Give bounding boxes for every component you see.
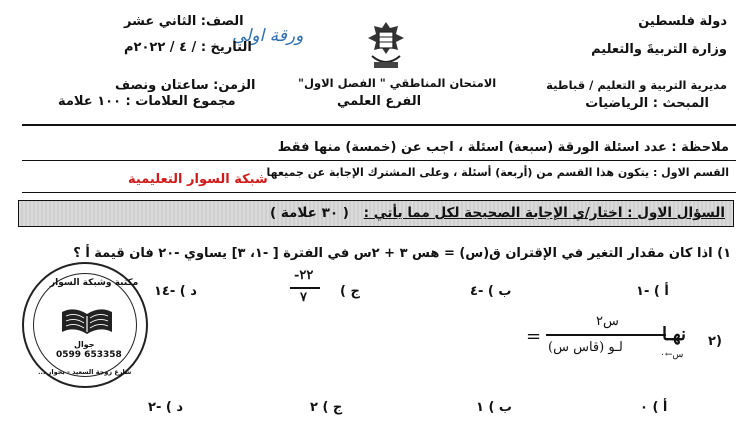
q1-option-b[interactable]: ب ) -٤ [470,284,512,299]
q1-option-c-denominator: ٧ [300,290,307,305]
q2-equals: = [526,326,542,347]
q2-option-b[interactable]: ب ) ١ [476,400,512,415]
q1-option-a[interactable]: أ ) -١ [636,284,669,299]
q2-option-d[interactable]: د ) -٢ [148,400,183,415]
book-icon [60,306,114,340]
header-divider [22,124,736,126]
q1-option-c[interactable] [288,268,368,308]
question-one-title: السؤال الاول : اختار/ي الإجابة الصحيحة لكل مما يأتي : [363,205,725,221]
q2-option-a[interactable]: أ ) ٠ [640,400,668,415]
section-divider [22,192,736,193]
q2-numerator: س٢ [596,314,619,329]
q1-number: ١) [717,246,731,261]
exam-note: ملاحظة : عدد اسئلة الورقة (سبعة) اسئلة ، اجب عن (خمسة) منها فقط [277,140,729,155]
exam-branch: الفرع العلمي [337,94,422,109]
stamp-phone: 0599 653358 [56,350,122,360]
question-one-marks: ( ٣٠ علامة ) [270,205,349,221]
ministry-name: وزارة التربيةَ والتعليم [591,42,727,57]
q1-option-d[interactable]: د ) -١٤ [154,284,197,299]
library-stamp [22,262,148,388]
total-marks-label: مجموع العلامات : ١٠٠ علامة [58,94,236,109]
q2-denominator: لـو (قاس س) [548,340,623,355]
q2-expression [512,312,702,372]
stamp-phone-label: جوال [74,340,95,349]
q2-number: ٢) [708,334,722,349]
q1-text [73,246,731,261]
grade-label: الصف: الثاني عشر [124,14,244,29]
q2-limit-sub: س←٠ [660,350,684,360]
handwritten-note: ورقة اولى [232,26,304,46]
q2-option-c[interactable]: ج ) ٢ [310,400,343,415]
q1-option-c-label: ج ) [340,284,360,299]
date-label: التاريخ : / ٤ / ٢٠٢٢م [124,40,252,55]
country-name: دولة فلسطين [638,14,727,29]
duration-label: الزمن: ساعتان ونصف [115,78,256,93]
q2-limit: نهـا [662,324,687,345]
subject-label: المبحث : الرياضيات [585,96,709,111]
emblem-icon [364,18,408,74]
exam-title: الامتحان المناطقي " الفصل الاول" [298,76,497,90]
fraction-bar [290,287,320,289]
network-name: شبكة السوار التعليمية [128,172,268,187]
q1-body: اذا كان مقدار التغير في الإقتران ق(س) = هس ٣ + ٢س في الفترة [ -١، ٣] يساوي -٢٠ فان قيمة أ ؟ [73,246,713,261]
stamp-top-text: مكتبة وشبكة السوار [50,278,139,288]
stamp-bottom-text: شارع زوجة السعيد - بحوار ... [38,368,132,376]
q1-option-c-numerator: -٢٢ [294,268,314,283]
section-one-instructions: القسم الاول : يتكون هذا القسم من (أربعة) أسئلة ، وعلى المشترك الإجابة عن جميعها [266,166,729,179]
q2-fraction-bar [546,334,666,336]
note-divider [22,160,736,161]
directorate-name: مديرية التربية و التعليم / قباطية [546,78,727,92]
